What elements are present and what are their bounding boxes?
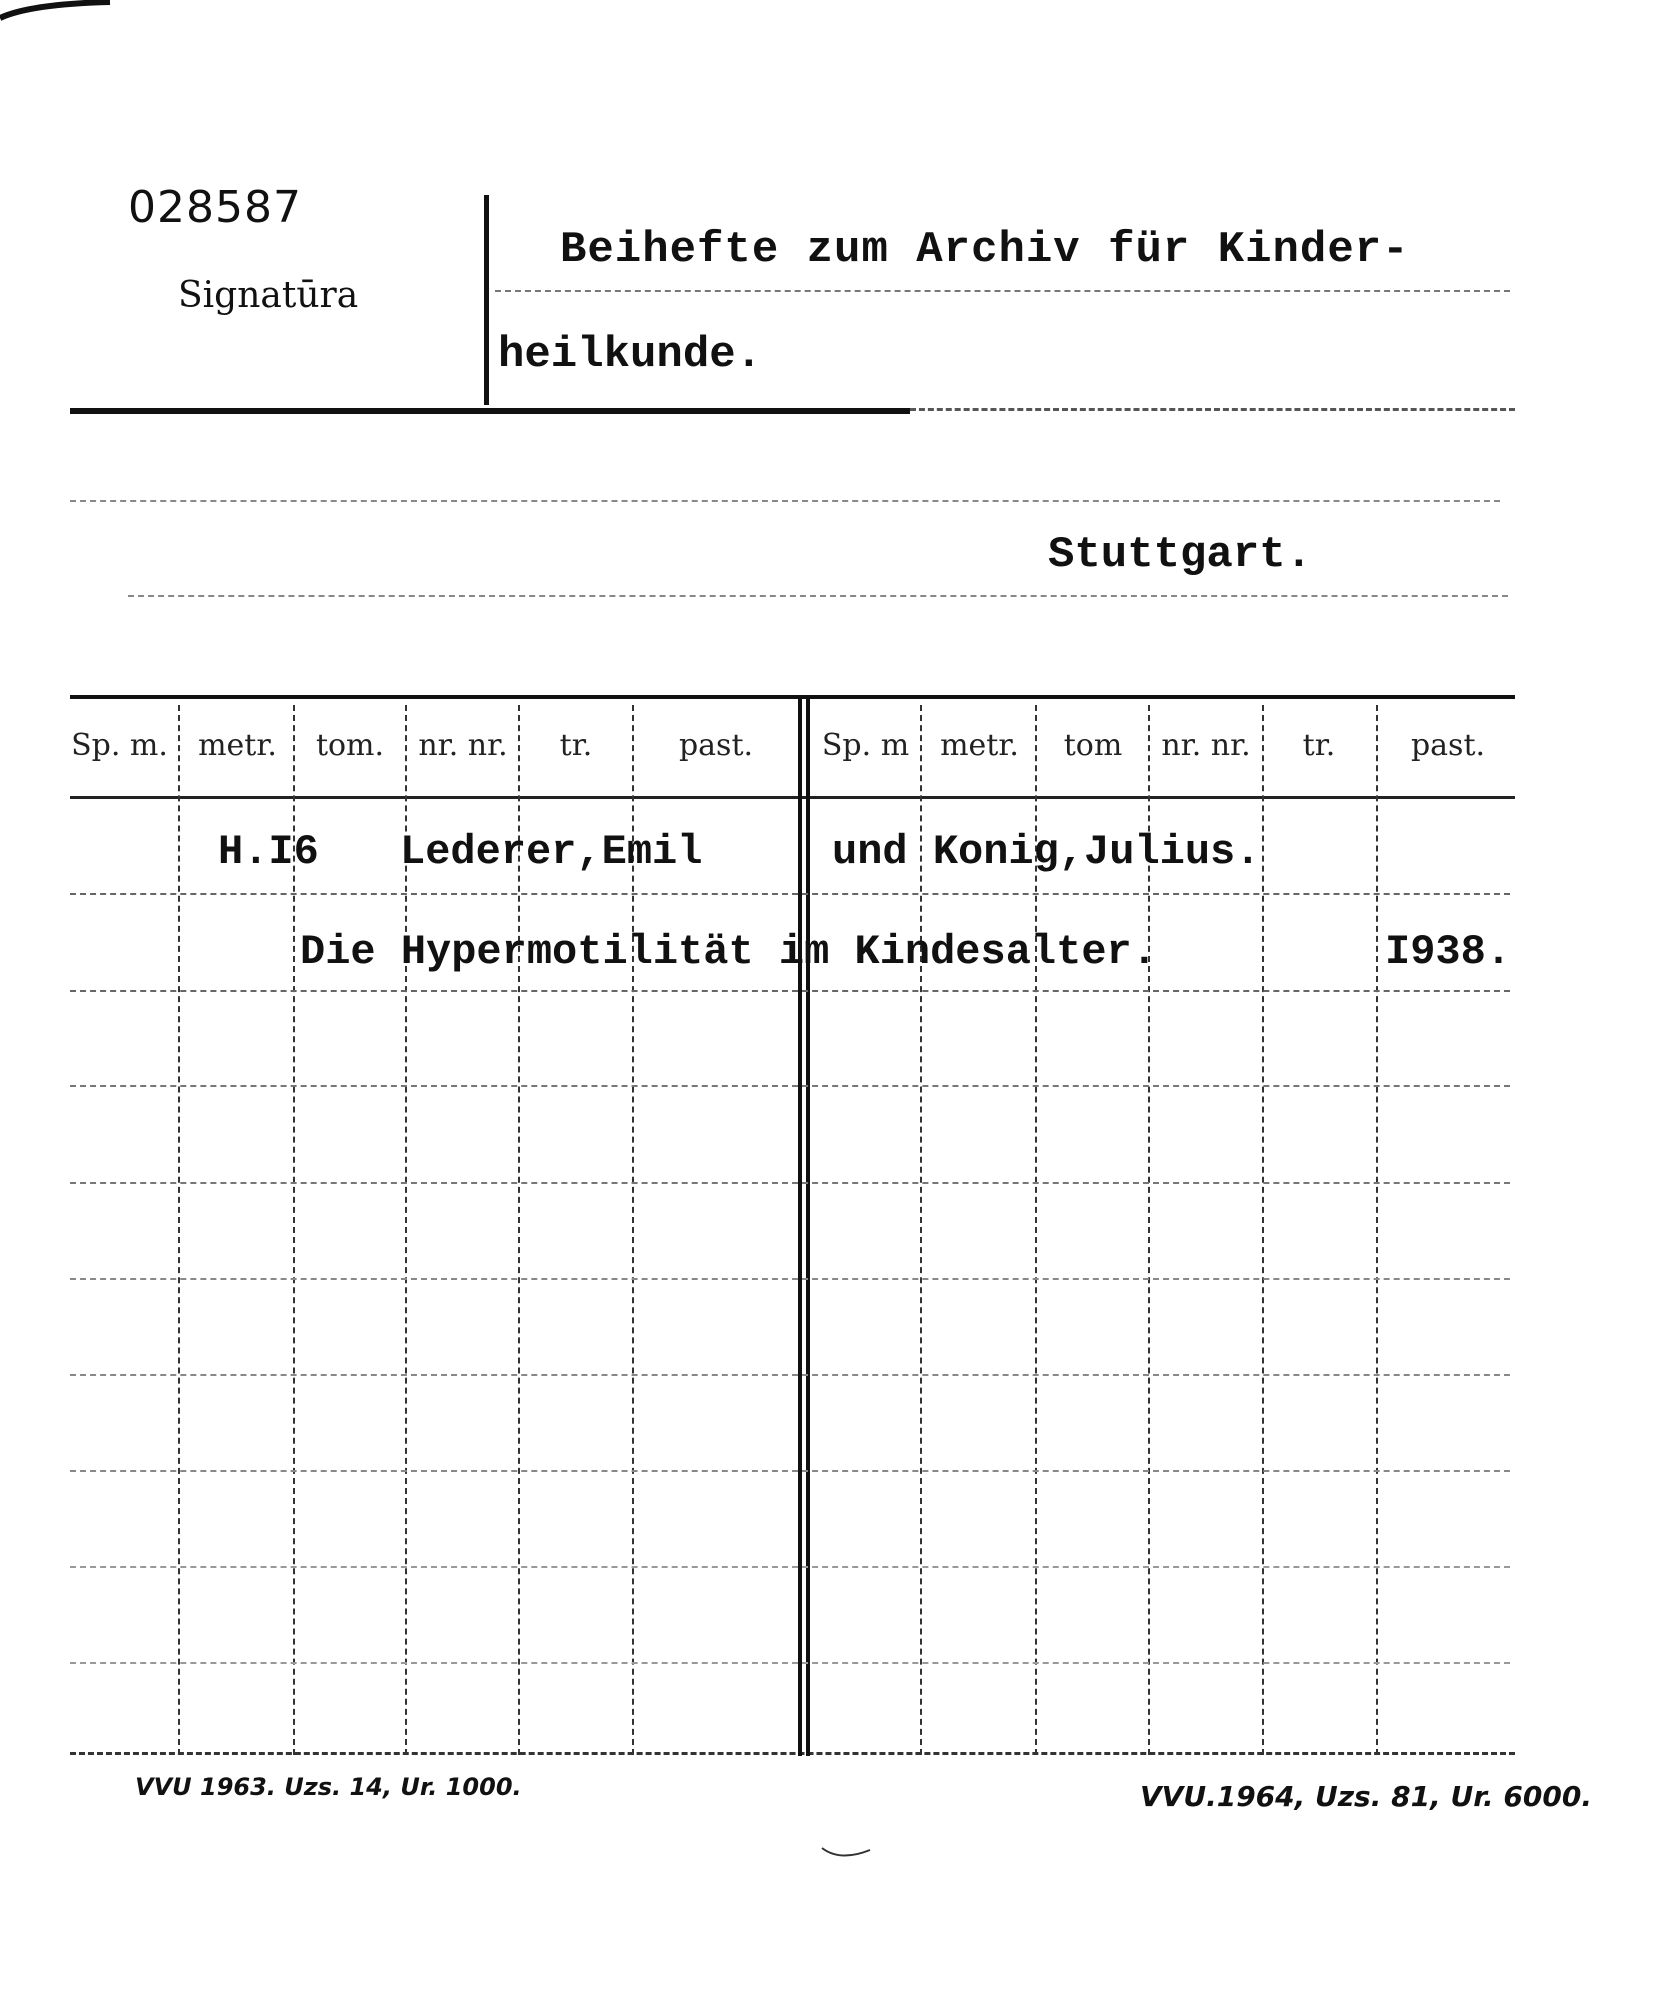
signature-label: Signatūra <box>178 275 359 316</box>
footer-note-right: VVU.1964, Uzs. 81, Ur. 6000. <box>1140 1780 1592 1813</box>
header-left-past: past. <box>678 728 754 763</box>
entry-title: Die Hypermotilität im Kindesalter. <box>300 928 1157 976</box>
header-right-metr: metr. <box>940 728 1019 763</box>
place-rule-top <box>70 500 1500 502</box>
header-right-tr: tr. <box>1302 728 1336 763</box>
header-left-sp-m: Sp. m. <box>71 728 168 763</box>
row-rule <box>70 1374 1510 1376</box>
place: Stuttgart. <box>1048 530 1313 580</box>
center-divider <box>806 698 810 1756</box>
table-top-rule <box>70 695 1515 699</box>
header-right-tom: tom <box>1063 728 1123 763</box>
entry-part: H.I6 <box>218 828 319 876</box>
header-rule <box>70 408 910 414</box>
title-line-1: Beihefte zum Archiv für Kinder- <box>560 225 1410 275</box>
header-right-nr-nr: nr. nr. <box>1161 728 1251 763</box>
header-left-nr-nr: nr. nr. <box>418 728 508 763</box>
header-divider <box>484 195 489 405</box>
table-bottom-rule <box>70 1752 1515 1755</box>
col-line <box>178 705 180 1755</box>
place-rule-bottom <box>128 595 1508 597</box>
title-line-2: heilkunde. <box>498 330 763 380</box>
entry-authors-b: und Konig,Julius. <box>832 828 1261 876</box>
table-header-rule <box>70 796 1515 799</box>
row-rule <box>70 1085 1510 1087</box>
entry-year: I938. <box>1385 928 1512 976</box>
row-rule <box>70 1566 1510 1568</box>
header-rule-faded <box>910 408 1515 411</box>
row-rule <box>70 893 1510 895</box>
header-left-tom: tom. <box>315 728 385 763</box>
header-right-sp-m: Sp. m <box>821 728 910 763</box>
title-rule-1 <box>495 290 1510 292</box>
entry-authors-a: Lederer,Emil <box>400 828 703 876</box>
row-rule <box>70 1182 1510 1184</box>
row-rule <box>70 1470 1510 1472</box>
header-left-tr: tr. <box>559 728 593 763</box>
center-divider <box>798 698 802 1756</box>
scan-edge-mark <box>0 0 120 40</box>
header-right-past: past. <box>1410 728 1486 763</box>
col-line <box>1262 705 1264 1755</box>
footer-note-left: VVU 1963. Uzs. 14, Ur. 1000. <box>135 1773 522 1801</box>
scan-artifact-mark <box>820 1840 880 1870</box>
header-left-metr: metr. <box>198 728 277 763</box>
row-rule <box>70 990 1510 992</box>
row-rule <box>70 1662 1510 1664</box>
signature-number: 028587 <box>128 182 302 233</box>
row-rule <box>70 1278 1510 1280</box>
col-line <box>1376 705 1378 1755</box>
